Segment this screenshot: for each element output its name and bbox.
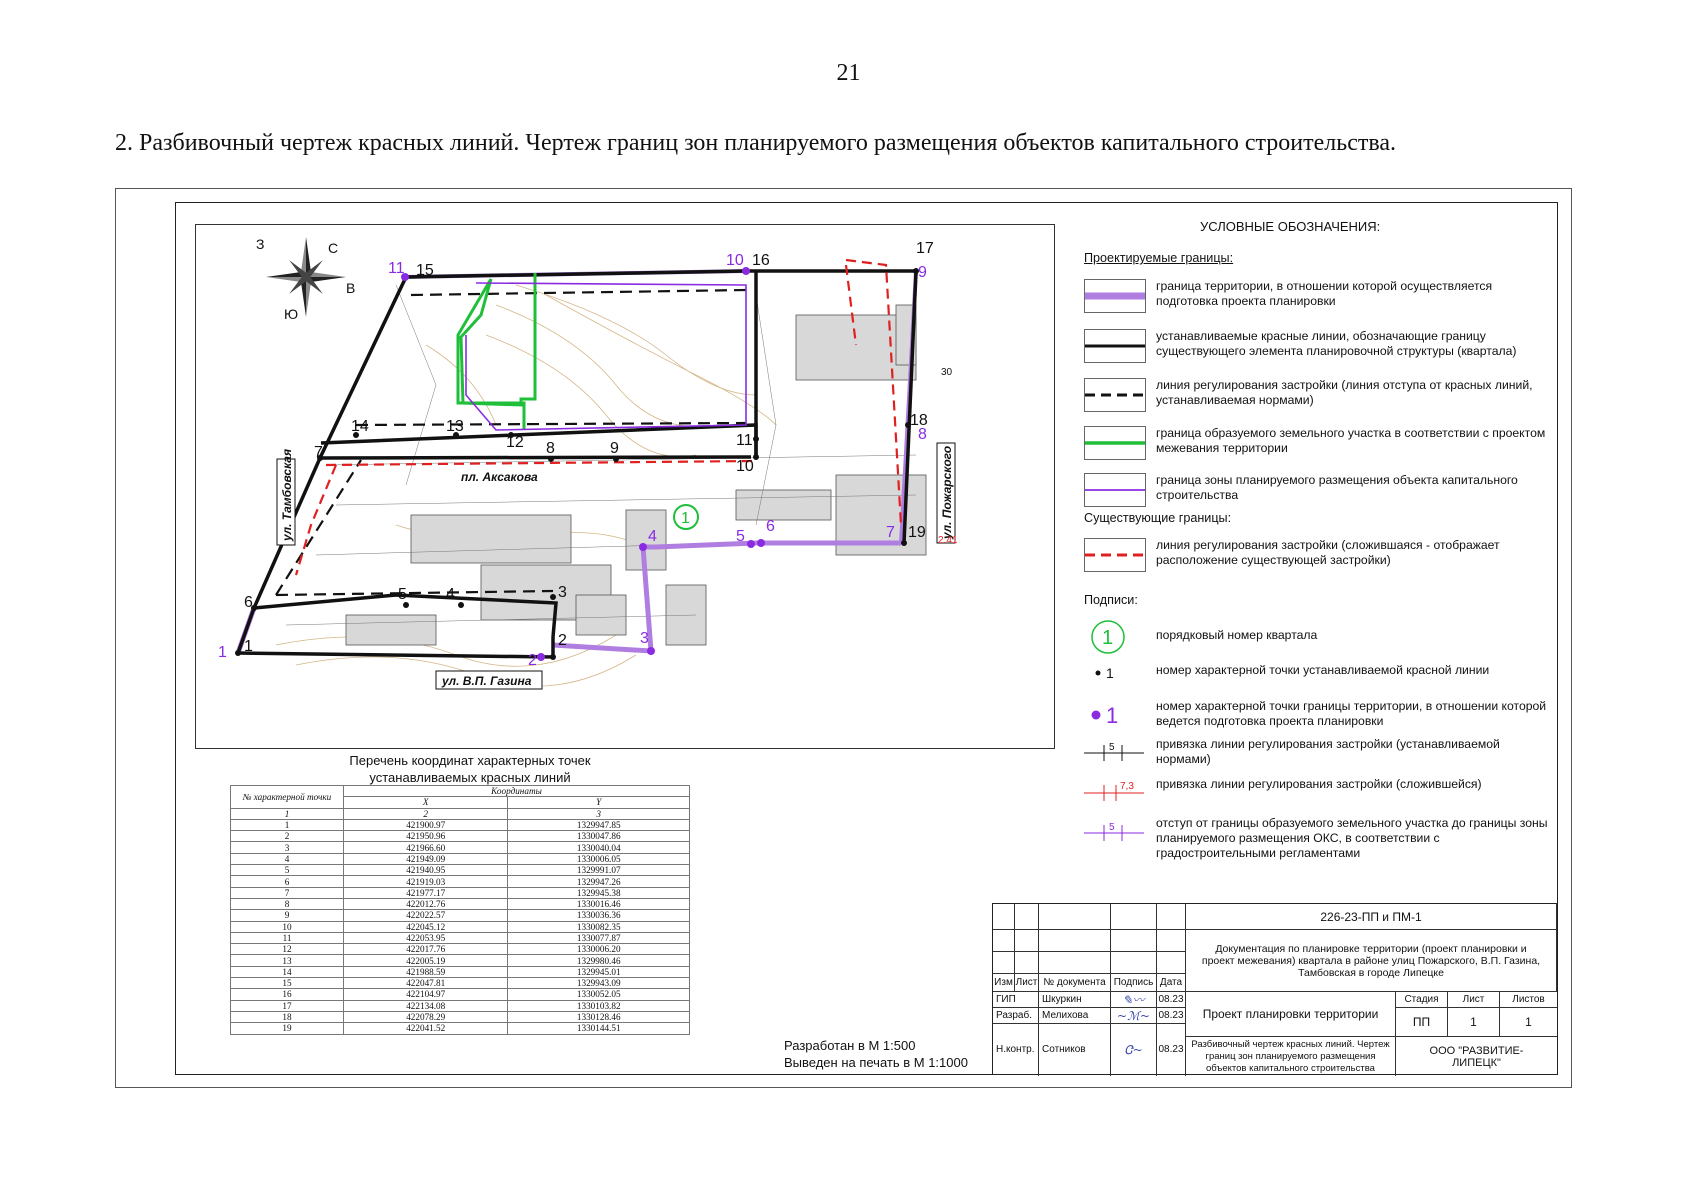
- title-block: [992, 903, 1558, 1075]
- table-row: [231, 1000, 690, 1011]
- x-coordinate-cell: 422104.97: [344, 989, 508, 1000]
- stamp-sheets-header: Листов: [1500, 992, 1557, 1008]
- svg-text:15: 15: [416, 262, 434, 279]
- y-coordinate-cell: 1330016.46: [508, 898, 690, 909]
- y-coordinate-cell: 1329943.09: [508, 978, 690, 989]
- point-number-cell: 3: [231, 842, 344, 853]
- table-row: [231, 989, 690, 1000]
- legend-item-territory: граница территории, в отношении которой осуществляется подготовка проекта планировки: [1156, 279, 1493, 308]
- svg-text:10: 10: [726, 252, 744, 269]
- stamp-doc-title: Документация по планировке территории (проект планировки и проект межевания) квартала в районе улиц Пожарского, В.П. Газина, Тамбовская в городе Липецке: [1186, 930, 1557, 992]
- table-row: [231, 944, 690, 955]
- compass-e: В: [346, 280, 356, 296]
- x-coordinate-cell: 422041.52: [344, 1023, 508, 1034]
- stamp-r1-role: ГИП: [993, 992, 1039, 1008]
- col-x-header: X: [344, 797, 508, 808]
- table-row: [231, 1011, 690, 1022]
- compass-rose-icon: [256, 236, 355, 322]
- stamp-r1-date: 08.23: [1157, 992, 1186, 1008]
- table-row: [231, 831, 690, 842]
- point-number-cell: 1: [231, 819, 344, 830]
- coords-title-line1: Перечень координат характерных точек: [349, 753, 591, 768]
- y-coordinate-cell: 1330006.05: [508, 853, 690, 864]
- street-tambovskaya: ул. Тамбовская: [280, 448, 294, 541]
- legend-item-dim-oks: отступ от границы образуемого земельного участка до границы зоны планируемого размещения ОКС, в соответствии с градостроительными регламентами: [1156, 816, 1548, 860]
- point-number-cell: 5: [231, 865, 344, 876]
- point-number-cell: 15: [231, 978, 344, 989]
- table-row: [231, 876, 690, 887]
- stamp-r3-name: Сотников: [1039, 1024, 1111, 1076]
- stamp-sheets: 1: [1500, 1008, 1557, 1037]
- point-number-cell: 7: [231, 887, 344, 898]
- y-coordinate-cell: 1330144.51: [508, 1023, 690, 1034]
- table-row: [231, 932, 690, 943]
- svg-text:14: 14: [351, 418, 369, 435]
- compass-s: Ю: [284, 306, 299, 322]
- x-coordinate-cell: 422134.08: [344, 1000, 508, 1011]
- svg-text:11: 11: [736, 432, 753, 449]
- coordinates-table: [230, 785, 690, 1035]
- legend-item-land-plot: граница образуемого земельного участка в соответствии с проектом межевания территории: [1156, 426, 1546, 455]
- svg-text:18: 18: [910, 412, 928, 429]
- legend-symbol-dim-norm: [1084, 737, 1146, 766]
- page-number: 21: [836, 60, 861, 86]
- stamp-r3-role: Н.контр.: [993, 1024, 1039, 1076]
- col-index: 3: [508, 808, 690, 819]
- stamp-r1-signature: ✎〰: [1111, 992, 1157, 1008]
- legend-item-dim-norm: привязка линии регулирования застройки (устанавливаемой нормами): [1156, 737, 1500, 766]
- point-number-cell: 9: [231, 910, 344, 921]
- svg-text:4: 4: [446, 586, 455, 603]
- y-coordinate-cell: 1330006.20: [508, 944, 690, 955]
- x-coordinate-cell: 422012.76: [344, 898, 508, 909]
- y-coordinate-cell: 1330052.05: [508, 989, 690, 1000]
- legend-item-existing-regulation: линия регулирования застройки (сложившаяся - отображает расположение существующей застройки): [1156, 538, 1500, 567]
- stamp-h-doc: № документа: [1039, 974, 1111, 992]
- dim-30: 30: [941, 367, 953, 378]
- svg-text:8: 8: [546, 440, 555, 457]
- table-row: [231, 853, 690, 864]
- svg-text:5: 5: [1109, 822, 1115, 833]
- legend-symbol-boundary-point: [1084, 699, 1144, 732]
- table-row: [231, 978, 690, 989]
- point-number-cell: 11: [231, 932, 344, 943]
- table-row: [231, 921, 690, 932]
- point-number-cell: 12: [231, 944, 344, 955]
- y-coordinate-cell: 1330040.04: [508, 842, 690, 853]
- street-pozharskogo: ул. Пожарского: [940, 445, 954, 539]
- y-coordinate-cell: 1330128.46: [508, 1011, 690, 1022]
- legend-item-dim-existing: привязка линии регулирования застройки (сложившейся): [1156, 777, 1482, 791]
- svg-text:3: 3: [640, 630, 649, 647]
- svg-text:4: 4: [648, 528, 657, 545]
- table-row: [231, 1023, 690, 1034]
- svg-text:13: 13: [446, 418, 464, 435]
- svg-text:2: 2: [528, 652, 537, 669]
- stamp-h-sign: Подпись: [1111, 974, 1157, 992]
- svg-text:1: 1: [1102, 627, 1114, 649]
- table-row: [231, 910, 690, 921]
- legend-symbol-norm-regulation: [1084, 378, 1146, 412]
- table-row: [231, 887, 690, 898]
- svg-text:8: 8: [918, 426, 927, 443]
- compass-w: З: [256, 236, 265, 252]
- table-row: [231, 966, 690, 977]
- table-row: [231, 898, 690, 909]
- site-plan-drawing: [196, 225, 1055, 749]
- x-coordinate-cell: 422078.29: [344, 1011, 508, 1022]
- x-coordinate-cell: 421940.95: [344, 865, 508, 876]
- svg-text:2: 2: [558, 632, 567, 649]
- y-coordinate-cell: 1330036.36: [508, 910, 690, 921]
- point-number-cell: 4: [231, 853, 344, 864]
- x-coordinate-cell: 422022.57: [344, 910, 508, 921]
- existing-buildings: [346, 305, 926, 645]
- stamp-h-izm: Изм: [993, 974, 1015, 992]
- stamp-h-list: Лист: [1015, 974, 1039, 992]
- y-coordinate-cell: 1330047.86: [508, 831, 690, 842]
- legend-item-block-number: порядковый номер квартала: [1156, 628, 1318, 642]
- stamp-sheet-title: Разбивочный чертеж красных линий. Чертеж границ зон планируемого размещения объектов капитального строительства: [1186, 1037, 1396, 1076]
- legend-item-norm-regulation: линия регулирования застройки (линия отступа от красных линий, устанавливаемая нормами): [1156, 378, 1533, 407]
- svg-text:1: 1: [1106, 665, 1114, 681]
- col-index: 2: [344, 808, 508, 819]
- stamp-org: ООО "РАЗВИТИЕ-ЛИПЕЦК": [1429, 1044, 1524, 1069]
- table-row: [231, 955, 690, 966]
- legend-item-red-lines: устанавливаемые красные линии, обозначающие границу существующего элемента планировочной структуры (квартала): [1156, 329, 1517, 358]
- y-coordinate-cell: 1330077.87: [508, 932, 690, 943]
- stamp-r2-role: Разраб.: [993, 1008, 1039, 1024]
- svg-text:17: 17: [916, 240, 934, 257]
- point-number-cell: 13: [231, 955, 344, 966]
- svg-text:11: 11: [388, 260, 405, 277]
- legend-section-projected: Проектируемые границы:: [1084, 251, 1234, 265]
- dim-241: 2.41: [938, 535, 958, 546]
- y-coordinate-cell: 1329980.46: [508, 955, 690, 966]
- x-coordinate-cell: 422045.12: [344, 921, 508, 932]
- point-number-cell: 6: [231, 876, 344, 887]
- legend-section-existing: Существующие границы:: [1084, 511, 1232, 525]
- legend-symbol-oks-zone: [1084, 473, 1146, 507]
- svg-text:5: 5: [398, 586, 407, 603]
- table-row: [231, 819, 690, 830]
- svg-text:9: 9: [610, 440, 619, 457]
- legend-title: УСЛОВНЫЕ ОБОЗНАЧЕНИЯ:: [1200, 219, 1381, 234]
- point-number-cell: 18: [231, 1011, 344, 1022]
- scale-note: [784, 1037, 968, 1071]
- svg-text:5: 5: [736, 528, 745, 545]
- scale-line2: Выведен на печать в М 1:1000: [784, 1055, 968, 1070]
- x-coordinate-cell: 422005.19: [344, 955, 508, 966]
- svg-text:1: 1: [1106, 703, 1119, 728]
- legend-symbol-red-point: [1084, 661, 1144, 688]
- y-coordinate-cell: 1330103.82: [508, 1000, 690, 1011]
- svg-text:5: 5: [1109, 742, 1115, 753]
- site-plan-map: [195, 224, 1055, 749]
- stamp-stage-header: Стадия: [1396, 992, 1448, 1008]
- scale-line1: Разработан в М 1:500: [784, 1038, 916, 1053]
- y-coordinate-cell: 1329945.01: [508, 966, 690, 977]
- x-coordinate-cell: 421988.59: [344, 966, 508, 977]
- x-coordinate-cell: 421919.03: [344, 876, 508, 887]
- point-number-cell: 14: [231, 966, 344, 977]
- x-coordinate-cell: 421949.09: [344, 853, 508, 864]
- x-coordinate-cell: 421977.17: [344, 887, 508, 898]
- x-coordinate-cell: 422047.81: [344, 978, 508, 989]
- block-number: 1: [681, 510, 690, 527]
- legend-item-red-point: номер характерной точки устанавливаемой красной линии: [1156, 663, 1490, 677]
- coordinates-table-body: [231, 819, 690, 1034]
- svg-text:12: 12: [506, 434, 524, 451]
- street-gazina: ул. В.П. Газина: [442, 674, 532, 688]
- point-number-cell: 19: [231, 1023, 344, 1034]
- stamp-r2-signature: ~ℳ~: [1111, 1008, 1157, 1024]
- svg-text:10: 10: [736, 458, 754, 475]
- point-number-cell: 10: [231, 921, 344, 932]
- coords-title-line2: устанавливаемых красных линий: [369, 770, 571, 785]
- x-coordinate-cell: 421966.60: [344, 842, 508, 853]
- stamp-stage: ПП: [1396, 1008, 1448, 1037]
- svg-text:1: 1: [244, 638, 253, 655]
- stamp-r1-name: Шкуркин: [1039, 992, 1111, 1008]
- x-coordinate-cell: 422053.95: [344, 932, 508, 943]
- svg-text:7: 7: [314, 444, 323, 461]
- legend-item-boundary-point: номер характерной точки границы территории, в отношении которой ведется подготовка проекта планировки: [1156, 699, 1547, 728]
- street-aksakova: пл. Аксакова: [461, 470, 538, 484]
- svg-text:7,3: 7,3: [1120, 781, 1134, 792]
- col-index: 1: [231, 808, 344, 819]
- legend-symbol-territory: [1084, 279, 1146, 313]
- table-row: [231, 865, 690, 876]
- stamp-sheet-header: Лист: [1448, 992, 1500, 1008]
- y-coordinate-cell: 1330082.35: [508, 921, 690, 932]
- svg-text:3: 3: [558, 584, 567, 601]
- col-point-header: № характерной точки: [231, 786, 344, 809]
- legend-symbol-land-plot: [1084, 426, 1146, 460]
- y-coordinate-cell: 1329947.26: [508, 876, 690, 887]
- legend-symbol-dim-oks: [1084, 817, 1146, 846]
- stamp-r2-date: 08.23: [1157, 1008, 1186, 1024]
- x-coordinate-cell: 421950.96: [344, 831, 508, 842]
- svg-text:1: 1: [218, 644, 227, 661]
- y-coordinate-cell: 1329991.07: [508, 865, 690, 876]
- svg-text:6: 6: [766, 518, 775, 535]
- svg-text:9: 9: [918, 264, 927, 281]
- table-row: [231, 842, 690, 853]
- legend-symbol-block-number: [1084, 619, 1144, 658]
- y-coordinate-cell: 1329947.85: [508, 819, 690, 830]
- legend-symbol-red-lines: [1084, 329, 1146, 363]
- legend-section-labels: Подписи:: [1084, 593, 1138, 607]
- col-coords-header: Координаты: [344, 786, 690, 797]
- section-heading: 2. Разбивочный чертеж красных линий. Чертеж границ зон планируемого размещения объектов капитального строительства.: [115, 130, 1396, 156]
- point-number-cell: 16: [231, 989, 344, 1000]
- x-coordinate-cell: 422017.76: [344, 944, 508, 955]
- svg-text:19: 19: [908, 524, 926, 541]
- compass-n: С: [328, 240, 339, 256]
- stamp-sheet: 1: [1448, 1008, 1500, 1037]
- svg-text:7: 7: [886, 524, 895, 541]
- legend-symbol-existing-regulation: [1084, 538, 1146, 572]
- legend-item-oks-zone: граница зоны планируемого размещения объекта капитального строительства: [1156, 473, 1518, 502]
- coords-title: [230, 752, 710, 786]
- y-coordinate-cell: 1329945.38: [508, 887, 690, 898]
- svg-text:6: 6: [244, 594, 253, 611]
- col-y-header: Y: [508, 797, 690, 808]
- point-number-cell: 8: [231, 898, 344, 909]
- point-number-cell: 2: [231, 831, 344, 842]
- legend-symbol-dim-existing: [1084, 777, 1146, 806]
- stamp-r2-name: Мелихова: [1039, 1008, 1111, 1024]
- stamp-r3-signature: Ꮳ~: [1111, 1024, 1157, 1076]
- stamp-r3-date: 08.23: [1157, 1024, 1186, 1076]
- svg-text:16: 16: [752, 252, 770, 269]
- stamp-project: Проект планировки территории: [1186, 992, 1396, 1037]
- stamp-h-date: Дата: [1157, 974, 1186, 992]
- x-coordinate-cell: 421900.97: [344, 819, 508, 830]
- stamp-code: 226-23-ПП и ПМ-1: [1186, 904, 1557, 930]
- point-number-cell: 17: [231, 1000, 344, 1011]
